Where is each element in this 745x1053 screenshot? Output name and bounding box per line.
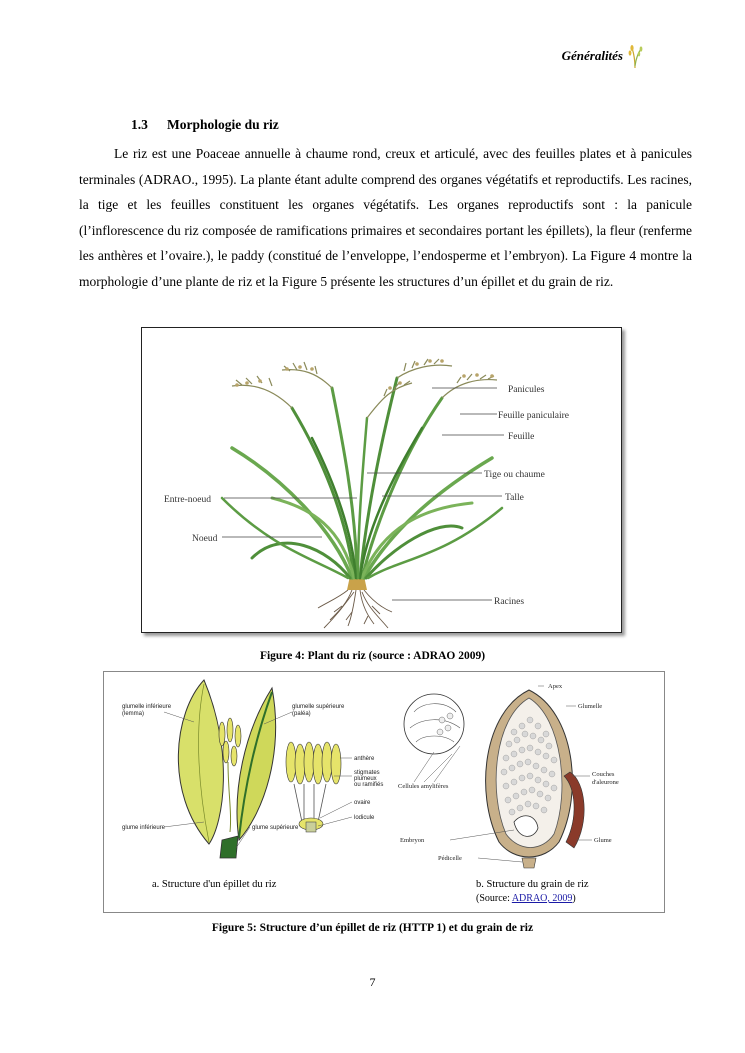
label-glume-inferieure: glume inférieure: [122, 825, 166, 831]
pedicel-shape: [522, 858, 536, 868]
label-cellules: Cellules amylifères: [398, 783, 449, 790]
label-glume: Glume: [594, 837, 612, 844]
section-title: Morphologie du riz: [167, 117, 279, 132]
spikelet-grain-illustration: [104, 672, 664, 912]
label-feuille-paniculaire: Feuille paniculaire: [498, 411, 569, 421]
label-lodicule: lodicule: [354, 815, 375, 821]
label-ovaire: ovaire: [354, 800, 371, 806]
label-glumelle: Glumelle: [578, 703, 603, 710]
label-apex: Apex: [548, 683, 563, 690]
label-racines: Racines: [494, 597, 525, 607]
label-noeud: Noeud: [192, 534, 218, 544]
label-couches-2: d'aleurone: [592, 779, 619, 786]
figure-4-caption: Figure 4: Plant du riz (source : ADRAO 2009): [259, 650, 486, 662]
body-paragraph: [79, 141, 692, 295]
panicles-drawing: [232, 359, 497, 418]
page-header: [0, 44, 745, 74]
figure-4-rice-plant: [141, 327, 622, 633]
label-talle: Talle: [505, 493, 524, 503]
rice-stalk-icon: [627, 44, 643, 68]
label-feuille: Feuille: [508, 432, 535, 442]
subtitle-a: a. Structure d'un épillet du riz: [152, 879, 277, 890]
label-couches-1: Couches: [592, 771, 615, 778]
grain-dots: [235, 359, 494, 390]
label-glume-superieure: glume supérieure: [252, 825, 299, 831]
source-link[interactable]: ADRAO, 2009: [511, 893, 573, 904]
label-lemma: (lemma): [122, 711, 144, 717]
label-panicules: Panicules: [508, 385, 545, 395]
label-stigmates-1: stigmates: [354, 770, 380, 776]
figure-5-caption: Figure 5: Structure d’un épillet de riz (HTTP 1) et du grain de riz: [211, 922, 534, 934]
subtitle-b: b. Structure du grain de riz: [476, 879, 589, 890]
label-stigmates-3: ou ramifiés: [354, 782, 384, 788]
label-glumelle-superieure: glumelle supérieure: [292, 704, 345, 710]
leaves-drawing: [222, 378, 502, 578]
rice-plant-illustration: [142, 328, 621, 632]
label-embryon: Embryon: [400, 837, 425, 844]
cells-inset: [404, 694, 464, 754]
label-entre-noeud: Entre-noeud: [164, 495, 211, 505]
roots-drawing: [318, 590, 392, 628]
label-stigmates-2: plumeux: [354, 776, 377, 782]
grain-drawing: [404, 690, 584, 868]
label-anthere: anthère: [354, 756, 375, 762]
section-heading: [131, 117, 279, 133]
section-number: 1.3: [131, 117, 148, 132]
figure-5-spikelet-grain: [103, 671, 665, 913]
label-pedicelle: Pédicelle: [438, 855, 462, 862]
page-number: 7: [369, 975, 376, 989]
header-title: Généralités: [561, 48, 623, 63]
grain-source: (Source: ADRAO, 2009): [476, 893, 576, 904]
paragraph-text: Le riz est une Poaceae annuelle à chaume rond, creux et articulé, avec des feuilles plates et à panicules terminales (ADRAO., 1995). La plante étant adulte comprend des organes végétatifs et reproductifs. Les racines, la tige et les feuilles constituent les organes végétatifs. Les organes reproductifs sont : la panicule (l’inflorescence du riz composée de ramifications primaires et secondaires portant les épillets), la fleur (renferme les anthères et l’ovaire.), le paddy (constitué de l’enveloppe, l’endosperme et l’embryon). La Figure 4 montre la morphologie d’une plante de riz et la Figure 5 présente les structures d’un épillet et du grain de riz.: [79, 146, 692, 289]
label-glumelle-inferieure: glumelle inférieure: [122, 704, 172, 710]
label-tige: Tige ou chaume: [484, 470, 545, 480]
label-palea: (paléa): [292, 711, 311, 717]
